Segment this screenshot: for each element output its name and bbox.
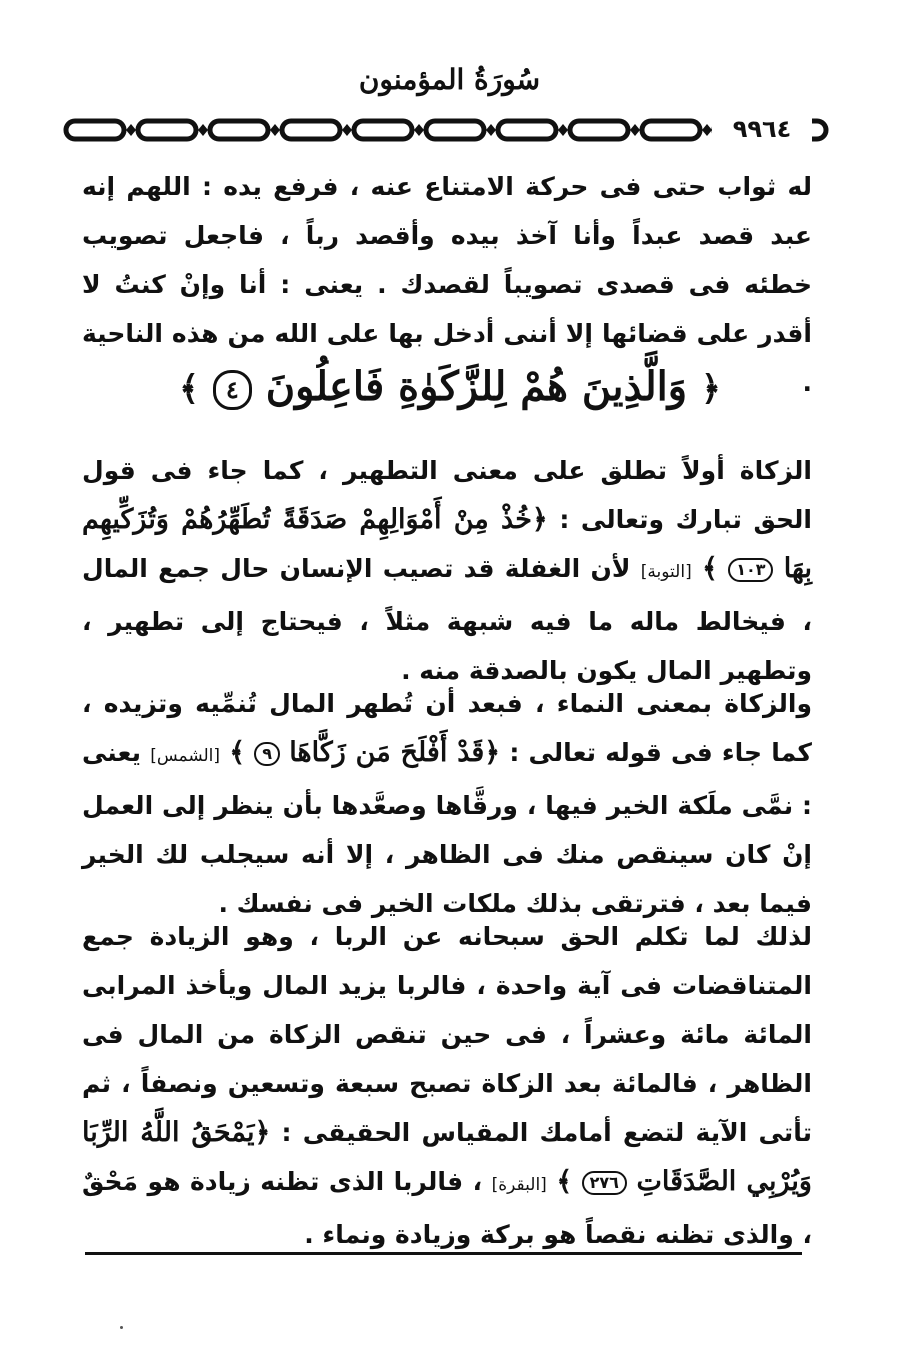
paragraph-2-intro: الزكاة أولاً تطلق على معنى التطهير ، كما جاء فى قول الحق تبارك وتعالى : bbox=[82, 456, 812, 534]
ayah-number-badge: ٩ bbox=[254, 742, 280, 766]
surah-reference: [الشمس] bbox=[150, 746, 221, 766]
quote-close-bracket: ﴾ bbox=[229, 737, 246, 768]
scan-speck bbox=[120, 1326, 123, 1329]
paragraph-4 bbox=[82, 912, 812, 1259]
quran-quote: قَدْ أَفْلَحَ مَن زَكَّاهَا bbox=[289, 737, 485, 768]
verse-heading bbox=[120, 355, 780, 419]
quote-open-bracket: ﴿ bbox=[531, 504, 548, 535]
quran-quote: يَمْحَقُ اللَّهُ الرِّبَا وَيُرْبِي الصَّدَقَاتِ bbox=[82, 1117, 812, 1197]
ayah-number-badge: ٢٧٦ bbox=[582, 1171, 627, 1195]
ayah-number-badge: ١٠٣ bbox=[728, 558, 773, 582]
paragraph-4-body: ، فالربا الذى تظنه زيادة هو مَحْقٌ ، والذى تظنه نقصاً هو بركة وزيادة ونماء . bbox=[82, 1167, 812, 1249]
paragraph-1-text: له ثواب حتى فى حركة الامتناع عنه ، فرفع يده : اللهم إنه عبد قصد عبداً وأنا آخذ بيده وأقصد رباً ، فاجعل تصويب خطئه فى قصدى تصويباً لقصدك . يعنى : أنا وإنْ كنتُ لا أقدر على قضائها إلا أننى أدخل بها على الله من هذه الناحية . bbox=[82, 172, 812, 397]
footer-rule bbox=[85, 1252, 802, 1255]
quote-close-bracket: ﴾ bbox=[702, 553, 718, 584]
ayah-number-badge: ٤ bbox=[213, 370, 252, 410]
paragraph-4-intro: لذلك لما تكلم الحق سبحانه عن الربا ، وهو الزيادة جمع المتناقضات فى آية واحدة ، فالربا يزيد المال ويأخذ المرابى المائة مائة وعشراً ، فى حين تنقص الزكاة من المال فى الظاهر ، فالمائة بعد الزكاة تصبح سبعة وتسعين ونصفاً ، ثم تأتى الآية لتضع أمامك المقياس الحقيقى : bbox=[82, 922, 812, 1147]
surah-title: سُورَةُ المؤمنون bbox=[358, 63, 541, 96]
paragraph-3-body: يعنى : نمَّى ملَكة الخير فيها ، ورقَّاها وصعَّدها بأن ينظر إلى العمل إنْ كان سينقص منك فى الظاهر ، إلا أنه سيجلب لك الخير فيما بعد ، فترتقى بذلك ملكات الخير فى نفسك . bbox=[82, 738, 812, 918]
page-number: ٩٩٦٤ bbox=[712, 114, 812, 144]
verse-close-bracket: ﴾ bbox=[179, 369, 199, 409]
surah-reference: [البقرة] bbox=[491, 1175, 547, 1195]
quran-quote: خُذْ مِنْ أَمْوَالِهِمْ صَدَقَةً تُطَهِّرُهُمْ وَتُزَكِّيهِم بِهَا bbox=[82, 504, 812, 584]
quote-open-bracket: ﴿ bbox=[484, 737, 501, 768]
quote-open-bracket: ﴿ bbox=[254, 1117, 271, 1148]
verse-open-bracket: ﴿ bbox=[701, 369, 721, 409]
paragraph-2-body: لأن الغفلة قد تصيب الإنسان حال جمع المال ، فيخالط ماله ما فيه شبهة مثلاً ، فيحتاج إلى تطهير ، وتطهير المال يكون بالصدقة منه . bbox=[82, 554, 812, 685]
paragraph-3 bbox=[82, 679, 812, 928]
surah-reference: [التوبة] bbox=[640, 562, 692, 582]
paragraph-2 bbox=[82, 446, 812, 695]
verse-text: وَالَّذِينَ هُمْ لِلزَّكَوٰةِ فَاعِلُونَ bbox=[265, 363, 688, 410]
paragraph-3-intro: والزكاة بمعنى النماء ، فبعد أن تُطهر المال تُنمِّيه وتزيده ، كما جاء فى قوله تعالى : bbox=[82, 689, 812, 767]
quote-close-bracket: ﴾ bbox=[556, 1166, 573, 1197]
